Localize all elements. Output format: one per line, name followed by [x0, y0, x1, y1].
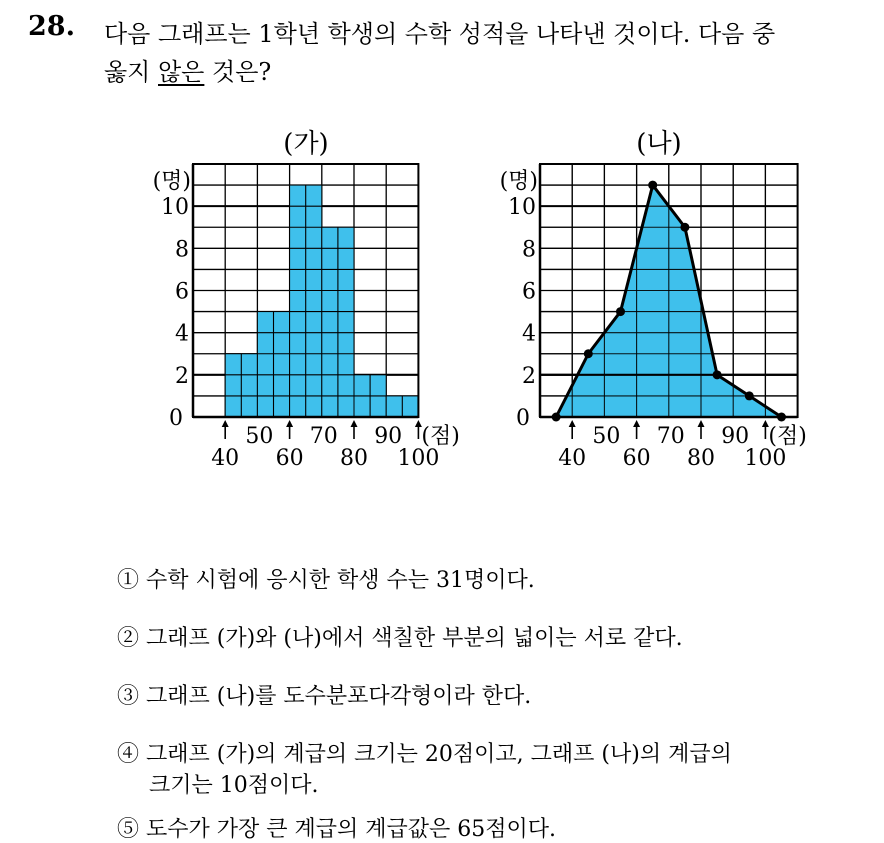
na-point	[648, 181, 657, 190]
question-text-pre: 옳지	[104, 58, 158, 86]
choice-5-text: 도수가 가장 큰 계급의 계급값은 65점이다.	[146, 817, 557, 842]
na-x-tick-lower: 40	[558, 446, 587, 471]
choice-4-marker: ④	[117, 742, 140, 767]
choice-2-marker: ②	[117, 626, 140, 651]
ga-x-tick-upper: 50	[245, 424, 274, 449]
na-point	[713, 370, 722, 379]
question-text-post: 것은?	[204, 58, 272, 86]
ga-y-tick-label: 6	[175, 279, 189, 305]
choice-2	[117, 621, 683, 652]
na-title: (나)	[636, 129, 682, 159]
ga-x-tick-upper: 90	[374, 424, 403, 449]
na-y-tick-label: 10	[508, 195, 536, 221]
na-x-tick-lower: 100	[744, 446, 787, 471]
question-text-line1: 다음 그래프는 1학년 학생의 수학 성적을 나타낸 것이다. 다음 중	[104, 20, 776, 48]
ga-x-tick-lower: 40	[211, 446, 240, 471]
choice-1-text: 수학 시험에 응시한 학생 수는 31명이다.	[146, 568, 535, 593]
choice-3	[117, 679, 531, 710]
ga-y-tick-label: 4	[175, 321, 189, 347]
na-y-tick-label: 4	[522, 321, 536, 347]
ga-x-tick-upper: 70	[309, 424, 338, 449]
question-emphasis-underlined: 않은	[158, 58, 205, 86]
na-point	[680, 223, 689, 232]
ga-x-tick-lower: 80	[340, 446, 368, 471]
na-x-tick-upper: 50	[592, 424, 621, 449]
na-y-tick-label: 0	[516, 406, 530, 431]
na-y-tick-label: 2	[522, 363, 536, 389]
na-x-tick-lower: 80	[687, 446, 715, 471]
ga-y-tick-label: 0	[169, 406, 183, 431]
choice-5-marker: ⑤	[117, 817, 140, 842]
ga-x-unit: (점)	[421, 424, 460, 449]
choice-3-marker: ③	[117, 684, 140, 709]
choice-4-text-cont: 크기는 10점이다.	[149, 773, 319, 798]
ga-x-tick-lower: 100	[397, 446, 440, 471]
na-point	[745, 391, 754, 400]
ga-x-arrowhead	[286, 420, 293, 427]
na-y-tick-label: 6	[522, 279, 536, 305]
choice-3-text: 그래프 (나)를 도수분포다각형이라 한다.	[146, 684, 532, 709]
ga-title: (가)	[283, 129, 329, 159]
na-x-tick-upper: 90	[721, 424, 750, 449]
ga-x-arrowhead	[351, 420, 358, 427]
choice-1-marker: ①	[117, 568, 140, 593]
choice-5	[117, 812, 556, 843]
choice-4-text: 그래프 (가)의 계급의 크기는 20점이고, 그래프 (나)의 계급의	[146, 742, 732, 767]
na-y-tick-label: 8	[522, 237, 536, 263]
ga-y-unit: (명)	[152, 169, 191, 194]
ga-x-tick-lower: 60	[275, 446, 304, 471]
na-x-arrowhead	[569, 420, 576, 427]
na-point	[616, 307, 625, 316]
ga-y-tick-label: 2	[175, 363, 189, 389]
ga-x-arrowhead	[222, 420, 229, 427]
choice-2-text: 그래프 (가)와 (나)에서 색칠한 부분의 넓이는 서로 같다.	[146, 626, 683, 651]
ga-y-tick-label: 8	[175, 237, 189, 263]
question-number: 28.	[28, 11, 75, 42]
na-x-tick-lower: 60	[622, 446, 651, 471]
na-x-tick-upper: 70	[656, 424, 685, 449]
na-y-unit: (명)	[499, 169, 538, 194]
na-x-arrowhead	[633, 420, 640, 427]
choice-4	[117, 737, 732, 799]
na-point	[584, 349, 593, 358]
ga-y-tick-label: 10	[161, 195, 189, 221]
choice-1	[117, 563, 535, 594]
na-x-unit: (점)	[768, 424, 807, 449]
na-x-arrowhead	[698, 420, 705, 427]
